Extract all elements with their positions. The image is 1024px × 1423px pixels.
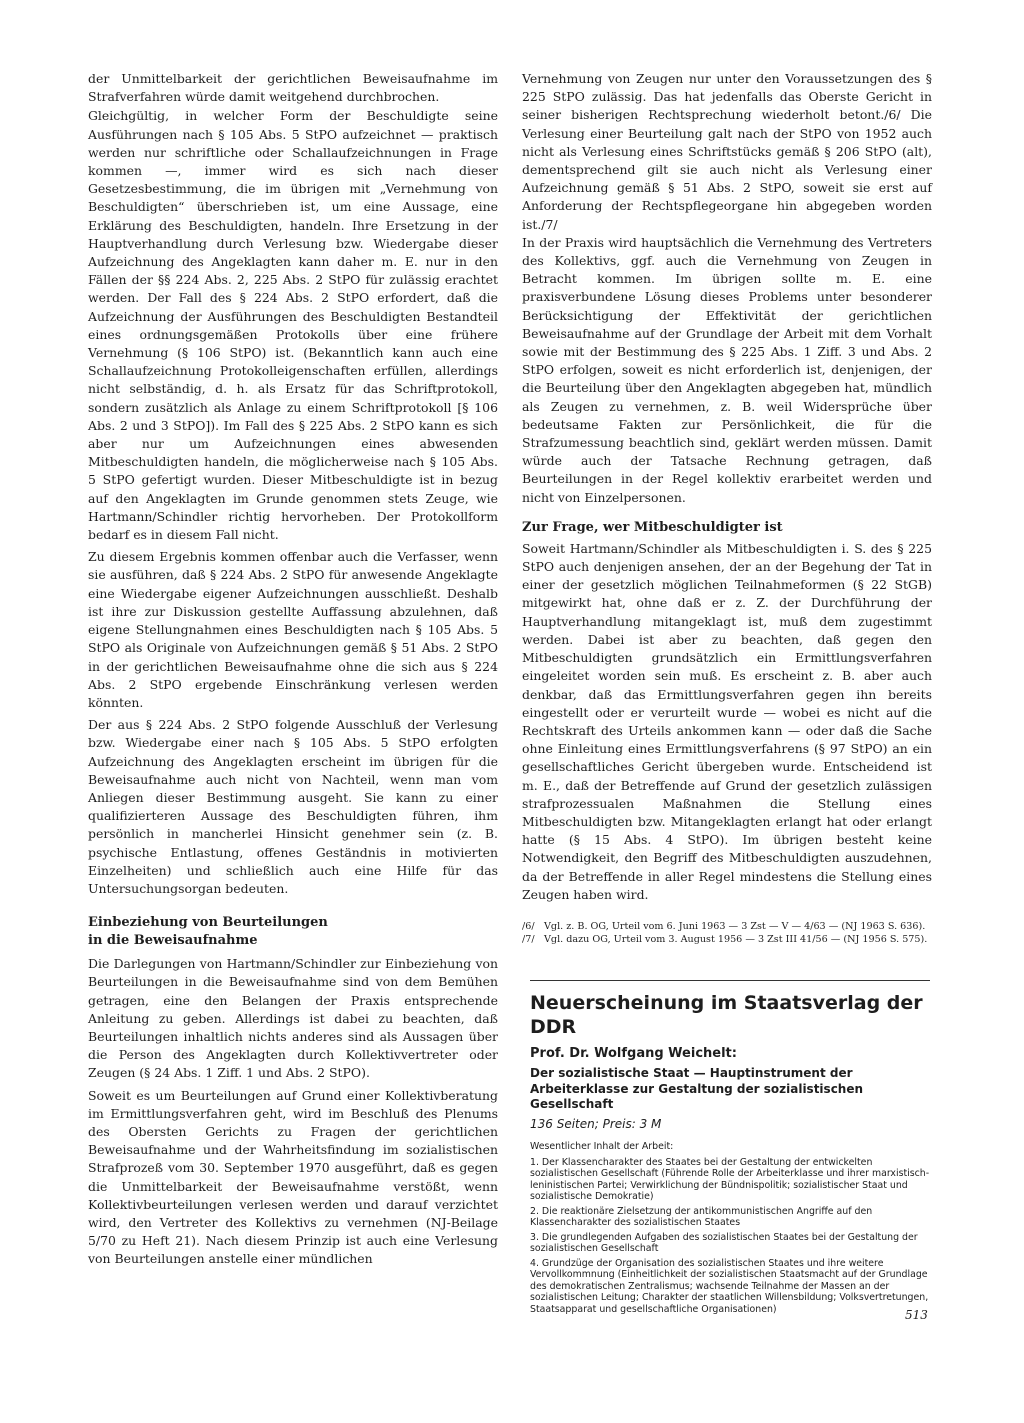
- contents-item: 1. Der Klassencharakter des Staates bei der Gestaltung der entwickelten sozialistischen Gesellschaft (Führende Rolle der Arbeiterklasse und ihrer marxistisch-leninistischen Partei; Verwirklichung der Bündnispolitik; sozialistischer Staat und sozialistische Demokratie): [530, 1156, 930, 1202]
- book-author: Prof. Dr. Wolfgang Weichelt:: [530, 1046, 737, 1061]
- contents-item: 4. Grundzüge der Organisation des sozialistischen Staates und ihre weitere Vervollkommnung (Einheitlichkeit der sozialistischen Staatsmacht auf der Grundlage des demokratischen Zentralismus; wachsende Teilnahme der Massen an der sozialistischen Leitung; Charakter der staatlichen Willensbildung; Volksvertretungen, Staatsapparat und gesellschaftliche Organisationen): [530, 1257, 929, 1315]
- paragraph: Vernehmung von Zeugen nur unter den Voraussetzungen des § 225 StPO zulässig. Das hat jedenfalls das Oberste Gericht in seiner bisherigen Rechtsprechung wiederholt betont./6/ Die Verlesung einer Beurteilung galt nach der StPO von 1952 auch nicht als Verlesung eines Schriftstücks gemäß § 206 StPO (alt), dementsprechend gilt sie auch nicht als Verlesung einer Aufzeichnung gemäß § 51 Abs. 2 StPO, soweit sie erst auf Anforderung der Rechtspflegeorgane hin abgegeben worden ist./7/: [522, 71, 932, 232]
- book-pages-price: 136 Seiten; Preis: 3 M: [530, 1116, 662, 1131]
- paragraph: In der Praxis wird hauptsächlich die Vernehmung des Vertreters des Kollektivs, ggf. auch die Vernehmung von Zeugen in Betracht kommen. Im übrigen sollte m. E. eine praxisverbundene Lösung dieses Problems unter besonderer Berücksichtigung der Effektivität der gerichtlichen Beweisaufnahme auf der Grundlage der Arbeit mit dem Vorhalt sowie mit der Bestimmung des § 225 Abs. 1 Ziff. 3 und Abs. 2 StPO erfolgen, soweit es nicht erforderlich ist, denjenigen, der die Beurteilung über den Angeklagten abgegeben hat, mündlich als Zeugen zu vernehmen, z. B. weil Widersprüche über bedeutsame Fakten zur Persönlichkeit, die für die Strafzumessung beachtlich sind, geklärt werden müssen. Damit würde auch der Tatsache Rechnung getragen, daß Beurteilungen in der Regel kollektiv erarbeitet werden und nicht von Einzelpersonen.: [522, 234, 932, 505]
- paragraph: Zu diesem Ergebnis kommen offenbar auch die Verfasser, wenn sie ausführen, daß § 224 Abs. 2 StPO für anwesende Angeklagte eine Wiedergabe eigener Aufzeichnungen ausschließt. Deshalb ist ihre zur Diskussion gestellte Auffassung abzulehnen, daß eigene Stellungnahmen eines Beschuldigten nach § 105 Abs. 5 StPO als Originale von Aufzeichnungen gemäß § 51 Abs. 2 StPO in der gerichtlichen Beweisaufnahme ohne die sich aus § 224 Abs. 2 StPO ergebende Einschränkung verlesen werden könnten.: [88, 549, 498, 710]
- section-heading: Einbeziehung von Beurteilungen in die Beweisaufnahme: [88, 915, 328, 949]
- section-heading: Zur Frage, wer Mitbeschuldigter ist: [522, 519, 783, 535]
- paragraph: der Unmittelbarkeit der gerichtlichen Beweisaufnahme im Strafverfahren würde damit weitgehend durchbrochen.: [88, 71, 498, 105]
- paragraph: Soweit Hartmann/Schindler als Mitbeschuldigten i. S. des § 225 StPO auch denjenigen ansehen, der an der Begehung der Tat in einer der gesetzlich möglichen Teilnahmeformen (§ 22 StGB) mitgewirkt hat, ohne daß er z. Z. der Durchführung der Hauptverhandlung mitangeklagt ist, muß dem zugestimmt werden. Dabei ist aber zu beachten, daß gegen den Mitbeschuldigten grundsätzlich ein Ermittlungsverfahren eingeleitet worden sein muß. Es erscheint z. B. aber auch denkbar, daß das Ermittlungsverfahren gegen ihn bereits eingestellt oder er verurteilt wurde — wobei es nicht auf die Rechtskraft des Urteils ankommen kann — oder daß die Sache ohne Einleitung eines Ermittlungsverfahrens (§ 97 StPO) an ein gesellschaftliches Gericht übergeben wurde. Entscheidend ist m. E., daß der Betreffende auf Grund der gesetzlich zulässigen strafprozessualen Maßnahmen die Stellung eines Mitbeschuldigten bzw. Mitangeklagten erlangt hat oder erlangt hatte (§ 15 Abs. 4 StPO). Im übrigen besteht keine Notwendigkeit, den Begriff des Mitbeschuldigten auszudehnen, da der Betreffende in aller Regel mindestens die Stellung eines Zeugen haben wird.: [522, 540, 932, 902]
- page-number: 513: [905, 1308, 928, 1322]
- paragraph: Die Darlegungen von Hartmann/Schindler zur Einbeziehung von Beurteilungen in die Beweisaufnahme sind von dem Bemühen getragen, eine den Belangen der Praxis entsprechende Anleitung zu geben. Allerdings ist dabei zu beachten, daß Beurteilungen inhaltlich nichts anderes sind als Aussagen über die Person des Angeklagten durch Kollektivvertreter oder Zeugen (§ 24 Abs. 1 Ziff. 1 und Abs. 2 StPO).: [88, 956, 498, 1081]
- footnote-number: /6/: [522, 920, 535, 932]
- footnotes: [522, 920, 932, 946]
- paragraph: Der aus § 224 Abs. 2 StPO folgende Ausschluß der Verlesung bzw. Wiedergabe einer nach § 105 Abs. 5 StPO erfolgten Aufzeichnung des Angeklagten erscheint im übrigen für die Beweisaufnahme auch nicht von Nachteil, wenn man vom Anliegen dieser Bestimmung ausgeht. Sie kann zu einer qualifizierteren Aussage des Beschuldigten führen, ihm persönlich in mancherlei Hinsicht genehmer sein (z. B. psychische Entlastung, offenes Geständnis in motivierten Einzelheiten) und schließlich auch eine Hilfe für das Untersuchungsorgan bedeuten.: [88, 717, 498, 896]
- contents-heading: Wesentlicher Inhalt der Arbeit:: [530, 1140, 674, 1152]
- footnote: [522, 933, 932, 946]
- contents-item: 2. Die reaktionäre Zielsetzung der antikommunistischen Angriffe auf den Klassencharakter des sozialistischen Staates: [530, 1205, 873, 1228]
- book-title: Der sozialistische Staat — Hauptinstrument der Arbeiterklasse zur Gestaltung der sozialistischen Gesellschaft: [530, 1066, 864, 1111]
- contents-item: 3. Die grundlegenden Aufgaben des sozialistischen Staates bei der Gestaltung der sozialistischen Gesellschaft: [530, 1231, 918, 1254]
- footnote-number: /7/: [522, 933, 535, 945]
- left-column: [88, 70, 498, 1269]
- advertisement-box: [530, 980, 930, 1315]
- footnote: [522, 920, 932, 933]
- right-column: [522, 70, 932, 946]
- paragraph: Gleichgültig, in welcher Form der Beschuldigte seine Ausführungen nach § 105 Abs. 5 StPO aufzeichnet — praktisch werden nur schriftliche oder Schallaufzeichnungen in Frage kommen —, immer wird es sich nach dieser Gesetzesbestimmung, die im übrigen mit „Vernehmung von Beschuldigten“ überschrieben ist, um eine Aussage, eine Erklärung des Beschuldigten, handeln. Ihre Ersetzung in der Hauptverhandlung durch Verlesung bzw. Wiedergabe dieser Aufzeichnung des Angeklagten kann daher m. E. nur in den Fällen der §§ 224 Abs. 2, 225 Abs. 2 StPO für zulässig erachtet werden. Der Fall des § 224 Abs. 2 StPO erfordert, daß die Aufzeichnung der Ausführungen des Beschuldigten Bestandteil eines ordnungsgemäßen Protokolls über eine frühere Vernehmung (§ 106 StPO) ist. (Bekanntlich kann auch eine Schallaufzeichnung Protokolleigenschaften erfüllen, allerdings nicht selbständig, d. h. als Ersatz für das Schriftprotokoll, sondern zusätzlich als Anlage zu einem Schriftprotokoll [§ 106 Abs. 2 und 3 StPO]). Im Fall des § 225 Abs. 2 StPO kann es sich aber nur um Aufzeichnungen eines abwesenden Mitbeschuldigten handeln, die möglicherweise nach § 105 Abs. 5 StPO gefertigt wurden. Dieser Mitbeschuldigte ist in bezug auf den Angeklagten im Grunde genommen stets Zeuge, wie Hartmann/Schindler richtig hervorheben. Der Protokollform bedarf es in diesem Fall nicht.: [88, 108, 498, 543]
- contents-list: [530, 1157, 930, 1316]
- footnote-text: Vgl. z. B. OG, Urteil vom 6. Juni 1963 — 3 Zst — V — 4/63 — (NJ 1963 S. 636).: [544, 920, 926, 932]
- footnote-text: Vgl. dazu OG, Urteil vom 3. August 1956 — 3 Zst III 41/56 — (NJ 1956 S. 575).: [544, 933, 928, 945]
- paragraph: Soweit es um Beurteilungen auf Grund einer Kollektivberatung im Ermittlungsverfahren geht, wird im Beschluß des Plenums des Obersten Gerichts zu Fragen der gerichtlichen Beweisaufnahme und der Wahrheitsfindung im sozialistischen Strafprozeß vom 30. September 1970 ausgeführt, daß es gegen die Unmittelbarkeit der Beweisaufnahme verstößt, wenn Kollektivbeurteilungen verlesen werden und darauf verzichtet wird, den Vertreter des Kollektivs zu vernehmen (NJ-Beilage 5/70 zu Heft 21). Nach diesem Prinzip ist auch eine Verlesung von Beurteilungen anstelle einer mündlichen: [88, 1087, 498, 1267]
- advertisement-title: Neuerscheinung im Staatsverlag der DDR: [530, 992, 923, 1038]
